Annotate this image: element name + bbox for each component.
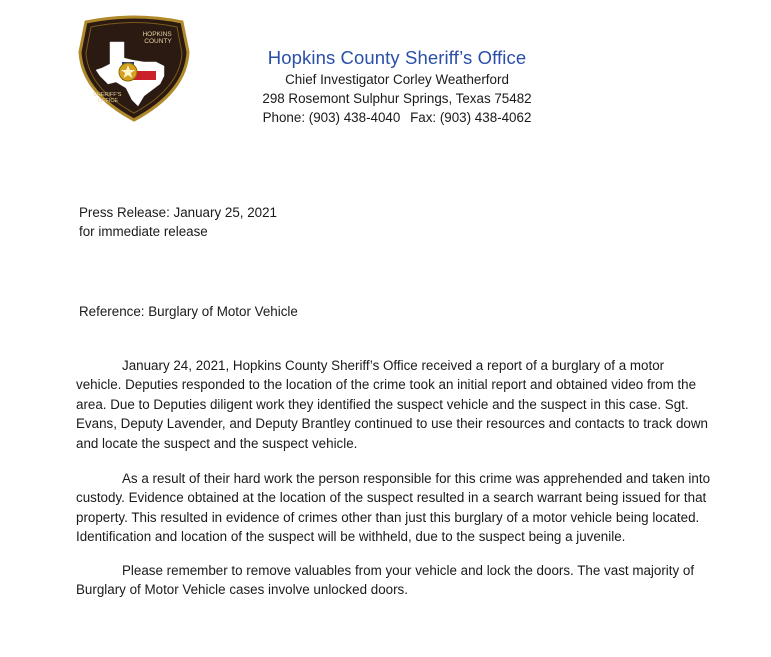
release-date: Press Release: January 25, 2021 bbox=[79, 205, 278, 220]
release-body bbox=[76, 356, 712, 615]
address-line: 298 Rosemont Sulphur Springs, Texas 75482 bbox=[262, 91, 532, 106]
badge-top-text: HOPKINS COUNTY bbox=[142, 31, 172, 45]
body-paragraph: January 24, 2021, Hopkins County Sheriff’s Office received a report of a burglary of a motor vehicle. Deputies responded to the location of the crime took an initial report and obtained video from the area. Due to Deputies diligent work they identified the suspect vehicle and the suspect in this case. Sgt. Evans, Deputy Lavender, and Deputy Brantley continued to use their resources and contacts to track down and locate the suspect and the suspect vehicle. bbox=[76, 358, 708, 451]
body-paragraph: Please remember to remove valuables from your vehicle and lock the doors. The vast majority of Burglary of Motor Vehicle cases involve unlocked doors. bbox=[76, 562, 695, 598]
body-paragraph: As a result of their hard work the person responsible for this crime was apprehended and taken into custody. Evidence obtained at the location of the suspect resulted in a search warrant being issued for that property. This resulted in evidence of crimes other than just this burglary of a motor vehicle being located. Identification and location of the suspect will be withheld, due to the suspect being a juvenile. bbox=[76, 471, 711, 545]
sheriff-badge-logo bbox=[72, 14, 196, 124]
contact-line: Chief Investigator Corley Weatherford bbox=[285, 72, 509, 87]
fax-number: Fax: (903) 438-4062 bbox=[410, 110, 532, 125]
reference-line: Reference: Burglary of Motor Vehicle bbox=[79, 304, 298, 319]
phone-fax-line bbox=[232, 108, 562, 127]
phone-number: Phone: (903) 438-4040 bbox=[262, 110, 401, 125]
badge-icon bbox=[72, 14, 196, 124]
org-name: Hopkins County Sheriff’s Office bbox=[267, 47, 527, 68]
release-header bbox=[79, 203, 277, 241]
release-note: for immediate release bbox=[79, 224, 208, 239]
badge-bottom-text: SHERIFF'S OFFICE bbox=[93, 92, 122, 104]
letterhead bbox=[232, 46, 562, 127]
